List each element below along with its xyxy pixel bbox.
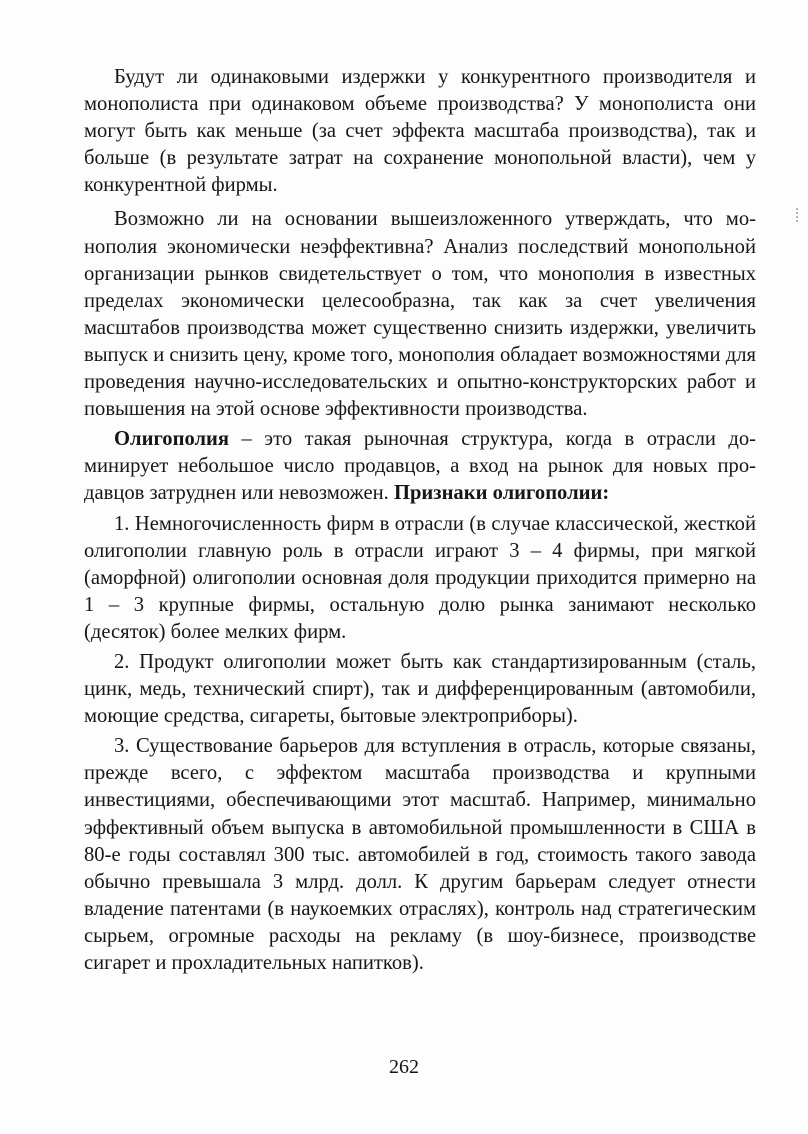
term-oligopoly: Олигополия [114,428,230,451]
paragraph-monopoly-efficiency: Возможно ли на основании вышеизложенного утверждать, что монополия экономически неэффективна? Анализ последствий монопольной организации рынков свидетельствует о том, что монополия в известных пределах экономически целесообразна, так как за счет увеличения масштабов производства может существенно снизить издержки, увеличить выпуск и снизить цену, кроме того, монополия обладает возможностями для проведения научно-исследовательских и опытно-конструкторских работ и повышения на этой основе эффективности производства. [84,208,756,421]
page-number: 262 [389,1056,419,1078]
oligopoly-definition-text: – это такая рыночная структура, когда в отрасли доминирует небольшое число продавцов, а вход на рынок для новых продавцов затруднен или невозможен. [84,428,756,505]
paragraph-cost-comparison: Будут ли одинаковыми издержки у конкурентного производителя и монополиста при одинаковом объеме производства? У монополиста они могут быть как меньше (за счет эффекта масштаба производства), так и больше (в результате затрат на сохранение монопольной власти), чем у конкурентной фирмы. [84,66,756,197]
paragraph-oligopoly-definition [84,426,756,507]
page-body [84,64,756,984]
feature-item-few-firms: 1. Немногочисленность фирм в отрасли (в случае классической, жесткой олигополии главную роль в отрасли играют 3 – 4 фирмы, при мягкой (аморфной) олигополии основная доля продукции приходится примерно на 1 – 3 крупные фирмы, остальную долю рынка занимают несколько (десяток) более мелких фирм. [84,512,756,643]
oligopoly-features-heading: Признаки олигополии: [393,482,610,505]
feature-item-product-type: 2. Продукт олигополии может быть как стандартизированным (сталь, цинк, медь, технический спирт), так и дифференцированным (автомобили, моющие средства, сигареты, бытовые электроприборы). [84,650,756,728]
feature-item-entry-barriers: 3. Существование барьеров для вступления в отрасль, которые связаны, прежде всего, с эффектом масштаба производства и крупными инвестициями, обеспечивающими этот масштаб. Например, минимально эффективный объем выпуска в автомобильной промышленности в США в 80-е годы составлял 300 тыс. автомобилей в год, стоимость такого завода обычно превышала 3 млрд. долл. К другим барьерам следует отнести владение патентами (в наукоемких отраслях), контроль над стратегическим сырьем, огромные расходы на рекламу (в шоу-бизнесе, производстве сигарет и прохладительных напитков). [84,735,756,974]
scan-edge-mark [796,208,800,222]
